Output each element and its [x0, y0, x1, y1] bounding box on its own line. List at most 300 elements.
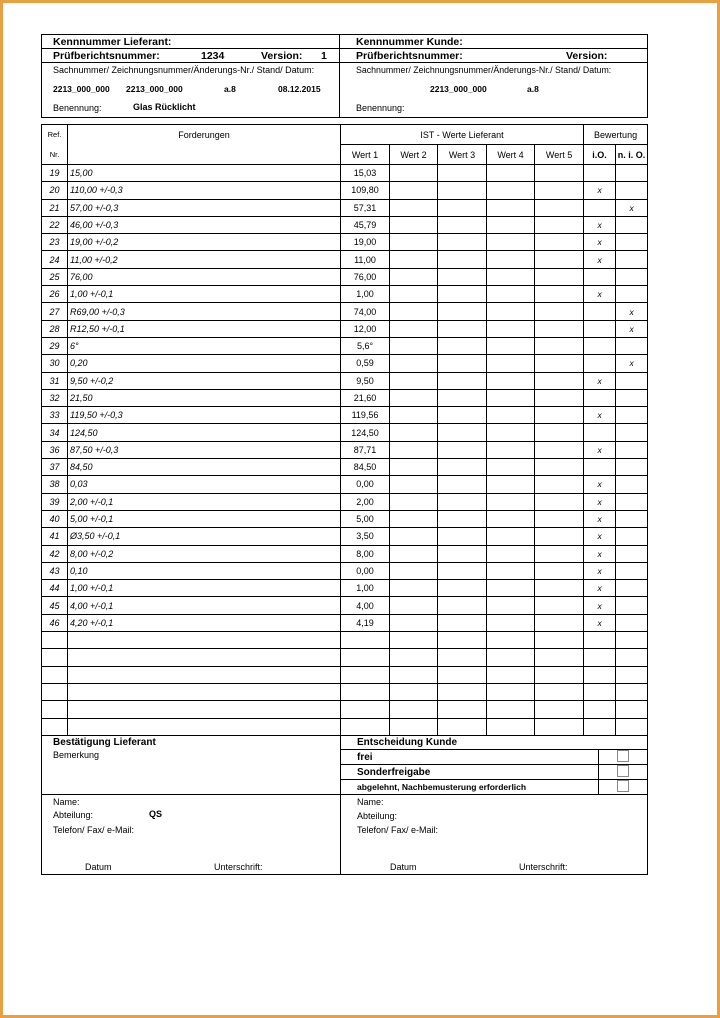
empty-cell: [341, 718, 390, 735]
table-row: [42, 441, 648, 458]
value-cell: [535, 493, 584, 510]
value-cell: [487, 459, 535, 476]
value-cell: [390, 424, 438, 441]
empty-cell: [68, 649, 341, 666]
empty-cell: [584, 666, 616, 683]
table-row: [42, 407, 648, 424]
table-row: [42, 545, 648, 562]
value-cell: [487, 545, 535, 562]
ref-cell: 46: [42, 614, 68, 631]
requirement-cell: 4,20 +/-0,1: [68, 614, 341, 631]
value-cell: [390, 510, 438, 527]
ok-cell: x: [584, 597, 616, 614]
empty-row: [42, 701, 648, 718]
table-row: [42, 303, 648, 320]
value-cell: [390, 234, 438, 251]
requirement-cell: 8,00 +/-0,2: [68, 545, 341, 562]
not-ok-cell: [616, 165, 648, 182]
not-ok-cell: [616, 510, 648, 527]
table-row: [42, 320, 648, 337]
value-cell: [390, 580, 438, 597]
value-cell: [390, 407, 438, 424]
empty-cell: [341, 632, 390, 649]
report-footer: [41, 736, 648, 876]
value-cell: [390, 182, 438, 199]
ok-cell: [584, 320, 616, 337]
not-ok-cell: [616, 614, 648, 631]
supplier-values-header: IST - Werte Lieferant: [341, 125, 584, 145]
value-1-cell: 2,00: [341, 493, 390, 510]
empty-cell: [390, 632, 438, 649]
supplier-designation-row: [42, 100, 340, 118]
empty-cell: [68, 666, 341, 683]
table-row: [42, 614, 648, 631]
empty-cell: [487, 666, 535, 683]
value-cell: [390, 372, 438, 389]
not-ok-cell: [616, 528, 648, 545]
value-cell: [438, 268, 487, 285]
value-1-cell: 76,00: [341, 268, 390, 285]
empty-cell: [390, 683, 438, 700]
value-cell: [487, 441, 535, 458]
value-cell: [535, 476, 584, 493]
ref-cell: 37: [42, 459, 68, 476]
ref-cell: 19: [42, 165, 68, 182]
value-1-cell: 84,50: [341, 459, 390, 476]
ok-column-header: i.O.: [584, 145, 616, 165]
value-1-cell: 119,56: [341, 407, 390, 424]
requirement-cell: 21,50: [68, 389, 341, 406]
requirement-cell: 110,00 +/-0,3: [68, 182, 341, 199]
empty-cell: [616, 701, 648, 718]
customer-part-number: 2213_000_000: [430, 83, 487, 94]
value-cell: [390, 251, 438, 268]
empty-cell: [341, 649, 390, 666]
value-cell: [487, 303, 535, 320]
value-cell: [535, 510, 584, 527]
value-cell: [487, 580, 535, 597]
ref-cell: 24: [42, 251, 68, 268]
ref-cell: 21: [42, 199, 68, 216]
table-row: [42, 493, 648, 510]
ok-cell: x: [584, 580, 616, 597]
empty-cell: [616, 718, 648, 735]
special-release-checkbox[interactable]: [599, 765, 648, 780]
value-column-header: Wert 5: [535, 145, 584, 165]
value-cell: [390, 165, 438, 182]
value-cell: [438, 234, 487, 251]
customer-contact-label: Telefon/ Fax/ e-Mail:: [341, 823, 648, 837]
ok-cell: x: [584, 441, 616, 458]
value-cell: [390, 528, 438, 545]
value-1-cell: 8,00: [341, 545, 390, 562]
value-cell: [390, 286, 438, 303]
table-row: [42, 424, 648, 441]
table-row: [42, 165, 648, 182]
table-row: [42, 459, 648, 476]
ref-cell: 29: [42, 337, 68, 354]
value-cell: [535, 216, 584, 233]
part-number-1: 2213_000_000: [53, 83, 110, 94]
not-ok-cell: x: [616, 303, 648, 320]
ok-cell: [584, 389, 616, 406]
ref-cell: 36: [42, 441, 68, 458]
empty-cell: [487, 683, 535, 700]
value-cell: [535, 182, 584, 199]
requirement-cell: 0,20: [68, 355, 341, 372]
table-row: [42, 389, 648, 406]
value-cell: [438, 216, 487, 233]
customer-report-number-label: Prüfberichtsnummer:: [356, 49, 463, 62]
ok-cell: x: [584, 234, 616, 251]
customer-part-number-label: Sachnummer/ Zeichnungsnummer/Änderungs-Nr./ Stand/ Datum:: [340, 63, 648, 78]
value-cell: [390, 199, 438, 216]
requirement-cell: Ø3,50 +/-0,1: [68, 528, 341, 545]
empty-cell: [616, 666, 648, 683]
value-cell: [390, 493, 438, 510]
empty-cell: [438, 649, 487, 666]
empty-cell: [535, 632, 584, 649]
empty-cell: [616, 649, 648, 666]
value-cell: [438, 476, 487, 493]
value-cell: [487, 216, 535, 233]
empty-cell: [438, 632, 487, 649]
table-row: [42, 562, 648, 579]
ref-cell: 28: [42, 320, 68, 337]
table-row: [42, 337, 648, 354]
value-cell: [390, 337, 438, 354]
value-1-cell: 4,00: [341, 597, 390, 614]
empty-cell: [487, 649, 535, 666]
value-cell: [535, 562, 584, 579]
empty-cell: [584, 701, 616, 718]
checkbox-icon: [617, 765, 629, 777]
not-ok-cell: [616, 268, 648, 285]
value-cell: [438, 441, 487, 458]
not-ok-cell: [616, 476, 648, 493]
value-cell: [390, 614, 438, 631]
value-cell: [487, 597, 535, 614]
value-cell: [535, 580, 584, 597]
ok-cell: x: [584, 493, 616, 510]
value-cell: [535, 459, 584, 476]
value-1-cell: 0,00: [341, 476, 390, 493]
not-ok-cell: [616, 389, 648, 406]
department-label: Abteilung:: [53, 809, 94, 820]
value-cell: [535, 355, 584, 372]
ref-cell: 22: [42, 216, 68, 233]
ok-cell: x: [584, 407, 616, 424]
ok-cell: x: [584, 216, 616, 233]
supplier-part-number-label: Sachnummer/ Zeichnungsnummer/Änderungs-Nr./ Stand/ Datum:: [53, 65, 315, 76]
ok-cell: [584, 268, 616, 285]
value-cell: [438, 251, 487, 268]
ref-cell: 20: [42, 182, 68, 199]
requirement-cell: 2,00 +/-0,1: [68, 493, 341, 510]
value-cell: [535, 286, 584, 303]
empty-cell: [68, 718, 341, 735]
value-1-cell: 0,00: [341, 562, 390, 579]
value-cell: [487, 165, 535, 182]
table-row: [42, 372, 648, 389]
value-cell: [438, 372, 487, 389]
requirement-cell: 0,03: [68, 476, 341, 493]
value-cell: [438, 389, 487, 406]
ok-cell: x: [584, 528, 616, 545]
value-cell: [487, 199, 535, 216]
empty-cell: [487, 632, 535, 649]
value-1-cell: 9,50: [341, 372, 390, 389]
report-number-value: 1234: [201, 49, 225, 62]
empty-cell: [584, 632, 616, 649]
customer-name-label: Name:: [341, 795, 648, 809]
decision-free-checkbox[interactable]: [599, 750, 648, 765]
value-1-cell: 4,19: [341, 614, 390, 631]
table-row: [42, 251, 648, 268]
rating-header: Bewertung: [584, 125, 648, 145]
value-cell: [487, 493, 535, 510]
value-1-cell: 1,00: [341, 286, 390, 303]
version-value: 1: [321, 49, 327, 62]
value-cell: [487, 286, 535, 303]
table-row: [42, 234, 648, 251]
value-cell: [487, 320, 535, 337]
value-cell: [390, 355, 438, 372]
not-ok-cell: [616, 424, 648, 441]
requirement-cell: 57,00 +/-0,3: [68, 199, 341, 216]
value-1-cell: 15,03: [341, 165, 390, 182]
value-cell: [438, 493, 487, 510]
value-1-cell: 1,00: [341, 580, 390, 597]
customer-revision-value: a.8: [527, 83, 539, 94]
value-cell: [487, 510, 535, 527]
table-row: [42, 355, 648, 372]
table-row: [42, 268, 648, 285]
not-ok-cell: [616, 286, 648, 303]
ok-cell: x: [584, 182, 616, 199]
supplier-signature-label: Unterschrift:: [214, 861, 263, 872]
not-ok-cell: [616, 372, 648, 389]
value-cell: [535, 424, 584, 441]
value-cell: [487, 372, 535, 389]
revision-value: a.8: [224, 83, 236, 94]
value-cell: [535, 441, 584, 458]
value-1-cell: 12,00: [341, 320, 390, 337]
value-1-cell: 3,50: [341, 528, 390, 545]
requirement-cell: 1,00 +/-0,1: [68, 286, 341, 303]
value-cell: [487, 562, 535, 579]
version-label: Version:: [261, 49, 303, 62]
not-ok-cell: [616, 562, 648, 579]
empty-cell: [341, 666, 390, 683]
empty-cell: [535, 683, 584, 700]
value-1-cell: 11,00: [341, 251, 390, 268]
requirement-cell: 1,00 +/-0,1: [68, 580, 341, 597]
value-cell: [535, 234, 584, 251]
ok-cell: [584, 303, 616, 320]
value-cell: [438, 528, 487, 545]
requirement-cell: 6°: [68, 337, 341, 354]
table-row: [42, 286, 648, 303]
not-ok-cell: [616, 182, 648, 199]
ok-cell: x: [584, 545, 616, 562]
empty-cell: [535, 701, 584, 718]
ref-cell: 30: [42, 355, 68, 372]
value-1-cell: 21,60: [341, 389, 390, 406]
part-number-2: 2213_000_000: [126, 83, 183, 94]
value-cell: [487, 234, 535, 251]
ref-cell: 39: [42, 493, 68, 510]
value-column-header: Wert 2: [390, 145, 438, 165]
ok-cell: [584, 165, 616, 182]
empty-cell: [42, 701, 68, 718]
value-cell: [438, 286, 487, 303]
rejected-checkbox[interactable]: [599, 780, 648, 795]
value-column-header: Wert 3: [438, 145, 487, 165]
customer-date-label: Datum: [390, 861, 417, 872]
measurement-table: [41, 124, 648, 736]
empty-row: [42, 666, 648, 683]
empty-cell: [584, 649, 616, 666]
ok-cell: x: [584, 286, 616, 303]
not-ok-cell: [616, 580, 648, 597]
value-cell: [438, 545, 487, 562]
value-1-cell: 5,6°: [341, 337, 390, 354]
value-cell: [535, 268, 584, 285]
empty-cell: [535, 718, 584, 735]
value-cell: [535, 545, 584, 562]
empty-cell: [42, 649, 68, 666]
value-cell: [390, 303, 438, 320]
value-1-cell: 124,50: [341, 424, 390, 441]
not-ok-cell: [616, 216, 648, 233]
value-cell: [487, 407, 535, 424]
value-1-cell: 87,71: [341, 441, 390, 458]
value-cell: [487, 355, 535, 372]
value-cell: [438, 165, 487, 182]
customer-id-label: Kennnummer Kunde:: [340, 35, 648, 49]
value-cell: [438, 337, 487, 354]
not-ok-column-header: n. i. O.: [616, 145, 648, 165]
remark-label: Bemerkung: [53, 749, 100, 760]
requirement-cell: 84,50: [68, 459, 341, 476]
empty-cell: [42, 683, 68, 700]
supplier-date-label: Datum: [85, 861, 112, 872]
ok-cell: x: [584, 372, 616, 389]
empty-cell: [68, 683, 341, 700]
supplier-confirmation-label: Bestätigung Lieferant: [53, 737, 156, 749]
value-cell: [438, 320, 487, 337]
empty-row: [42, 649, 648, 666]
value-cell: [487, 424, 535, 441]
value-1-cell: 109,80: [341, 182, 390, 199]
supplier-signature-row: [42, 861, 341, 875]
not-ok-cell: x: [616, 320, 648, 337]
customer-department-label: Abteilung:: [341, 809, 648, 823]
value-cell: [535, 337, 584, 354]
ok-cell: [584, 459, 616, 476]
ref-cell: 34: [42, 424, 68, 441]
empty-cell: [584, 718, 616, 735]
empty-cell: [390, 649, 438, 666]
value-cell: [438, 614, 487, 631]
ok-cell: [584, 355, 616, 372]
ok-cell: x: [584, 614, 616, 631]
empty-row: [42, 683, 648, 700]
value-cell: [487, 614, 535, 631]
ok-cell: x: [584, 251, 616, 268]
requirement-cell: 0,10: [68, 562, 341, 579]
not-ok-cell: x: [616, 199, 648, 216]
value-column-header: Wert 1: [341, 145, 390, 165]
supplier-contact-label: Telefon/ Fax/ e-Mail:: [53, 824, 135, 835]
not-ok-cell: [616, 234, 648, 251]
not-ok-cell: [616, 337, 648, 354]
department-value: QS: [149, 808, 163, 819]
supplier-name-label: Name:: [53, 797, 80, 808]
not-ok-cell: [616, 493, 648, 510]
value-cell: [535, 165, 584, 182]
value-cell: [438, 182, 487, 199]
rejected-label: abgelehnt, Nachbemusterung erforderlich: [341, 780, 599, 795]
table-row: [42, 528, 648, 545]
value-cell: [438, 303, 487, 320]
customer-decision-label: Entscheidung Kunde: [341, 736, 648, 750]
checkbox-icon: [617, 780, 629, 792]
ref-cell: 25: [42, 268, 68, 285]
requirement-cell: R12,50 +/-0,1: [68, 320, 341, 337]
value-cell: [390, 597, 438, 614]
value-cell: [487, 251, 535, 268]
requirement-cell: R69,00 +/-0,3: [68, 303, 341, 320]
inspection-report: [41, 34, 647, 875]
requirement-cell: 87,50 +/-0,3: [68, 441, 341, 458]
ref-cell: 42: [42, 545, 68, 562]
table-row: [42, 199, 648, 216]
empty-cell: [42, 666, 68, 683]
ref-cell: 43: [42, 562, 68, 579]
requirement-cell: 9,50 +/-0,2: [68, 372, 341, 389]
value-cell: [487, 337, 535, 354]
not-ok-cell: [616, 441, 648, 458]
requirement-cell: 5,00 +/-0,1: [68, 510, 341, 527]
empty-cell: [438, 666, 487, 683]
value-cell: [438, 459, 487, 476]
value-cell: [390, 476, 438, 493]
nr-header: Nr.: [42, 145, 68, 165]
requirement-cell: 46,00 +/-0,3: [68, 216, 341, 233]
ok-cell: x: [584, 476, 616, 493]
requirement-cell: 15,00: [68, 165, 341, 182]
value-cell: [487, 476, 535, 493]
value-cell: [535, 372, 584, 389]
value-cell: [438, 510, 487, 527]
empty-cell: [487, 718, 535, 735]
customer-version-label: Version:: [566, 50, 608, 62]
customer-report-number-row: [340, 49, 648, 63]
value-cell: [535, 614, 584, 631]
value-1-cell: 45,79: [341, 216, 390, 233]
ok-cell: [584, 199, 616, 216]
supplier-id-label: Kennnummer Lieferant:: [42, 35, 340, 49]
requirements-header: Forderungen: [68, 125, 341, 165]
ref-cell: 32: [42, 389, 68, 406]
value-cell: [438, 562, 487, 579]
empty-row: [42, 718, 648, 735]
value-cell: [535, 320, 584, 337]
empty-row: [42, 632, 648, 649]
value-cell: [487, 268, 535, 285]
